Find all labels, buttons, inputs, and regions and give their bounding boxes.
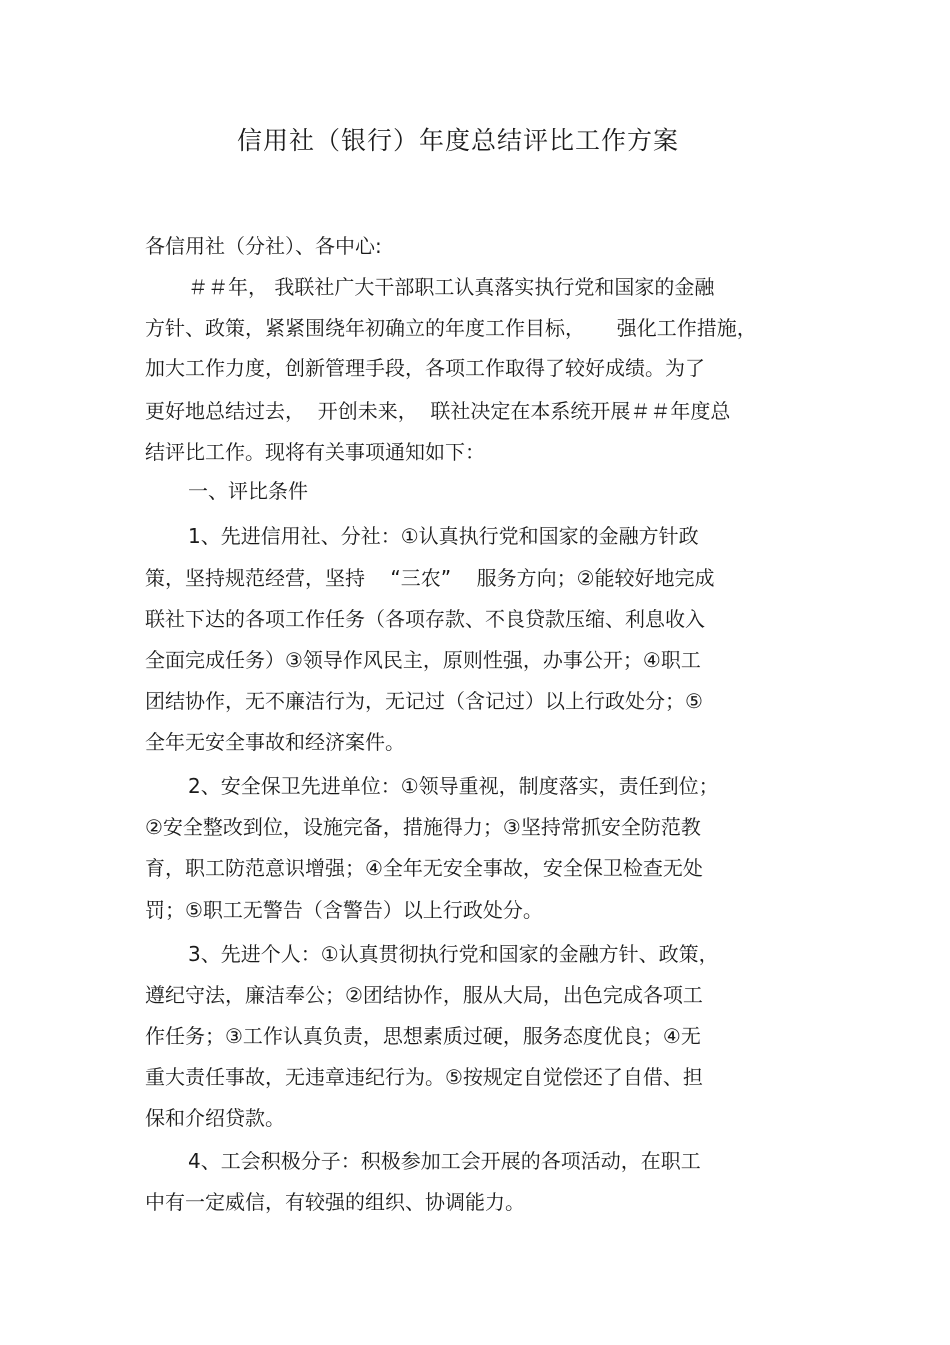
paragraph-line: 结评比工作。现将有关事项通知如下： xyxy=(145,440,485,464)
paragraph-line: 全年无安全事故和经济案件。 xyxy=(145,730,405,754)
paragraph-line: 全面完成任务）③领导作风民主，原则性强，办事公开；④职工 xyxy=(145,648,701,672)
paragraph-line: 中有一定威信，有较强的组织、协调能力。 xyxy=(145,1190,525,1214)
salutation: 各信用社（分社）、各中心: xyxy=(145,234,382,258)
paragraph-line: 3、先进个人：①认真贯彻执行党和国家的金融方针、政策， xyxy=(188,942,719,966)
paragraph-line: 2、安全保卫先进单位：①领导重视，制度落实，责任到位； xyxy=(188,774,719,798)
paragraph-line: ＃＃年， 我联社广大干部职工认真落实执行党和国家的金融 xyxy=(188,275,715,299)
paragraph-line: 方针、政策，紧紧围绕年初确立的年度工作目标， 强化工作措施， xyxy=(145,316,757,340)
paragraph-line: 1、先进信用社、分社：①认真执行党和国家的金融方针政 xyxy=(188,524,699,548)
paragraph-line: 策，坚持规范经营，坚持 “三农” 服务方向；②能较好地完成 xyxy=(145,566,715,590)
paragraph-line: 团结协作，无不廉洁行为，无记过（含记过）以上行政处分；⑤ xyxy=(145,689,703,713)
paragraph-line: 作任务；③工作认真负责，思想素质过硬，服务态度优良；④无 xyxy=(145,1024,701,1048)
paragraph-line: 4、工会积极分子：积极参加工会开展的各项活动，在职工 xyxy=(188,1149,701,1173)
paragraph-line: 遵纪守法，廉洁奉公；②团结协作，服从大局，出色完成各项工 xyxy=(145,983,703,1007)
paragraph-line: 更好地总结过去， 开创未来， 联社决定在本系统开展＃＃年度总 xyxy=(145,399,731,423)
paragraph-line: 育，职工防范意识增强；④全年无安全事故，安全保卫检查无处 xyxy=(145,856,703,880)
paragraph-line: 罚；⑤职工无警告（含警告）以上行政处分。 xyxy=(145,898,543,922)
paragraph-line: ②安全整改到位，设施完备，措施得力；③坚持常抓安全防范教 xyxy=(145,815,701,839)
paragraph-line: 保和介绍贷款。 xyxy=(145,1106,285,1130)
section-heading: 一、评比条件 xyxy=(188,479,308,503)
paragraph-line: 重大责任事故，无违章违纪行为。⑤按规定自觉偿还了自借、担 xyxy=(145,1065,703,1089)
paragraph-line: 加大工作力度，创新管理手段，各项工作取得了较好成绩。为了 xyxy=(145,356,705,380)
document-title: 信用社（银行）年度总结评比工作方案 xyxy=(236,126,679,155)
paragraph-line: 联社下达的各项工作任务（各项存款、不良贷款压缩、利息收入 xyxy=(145,607,705,631)
